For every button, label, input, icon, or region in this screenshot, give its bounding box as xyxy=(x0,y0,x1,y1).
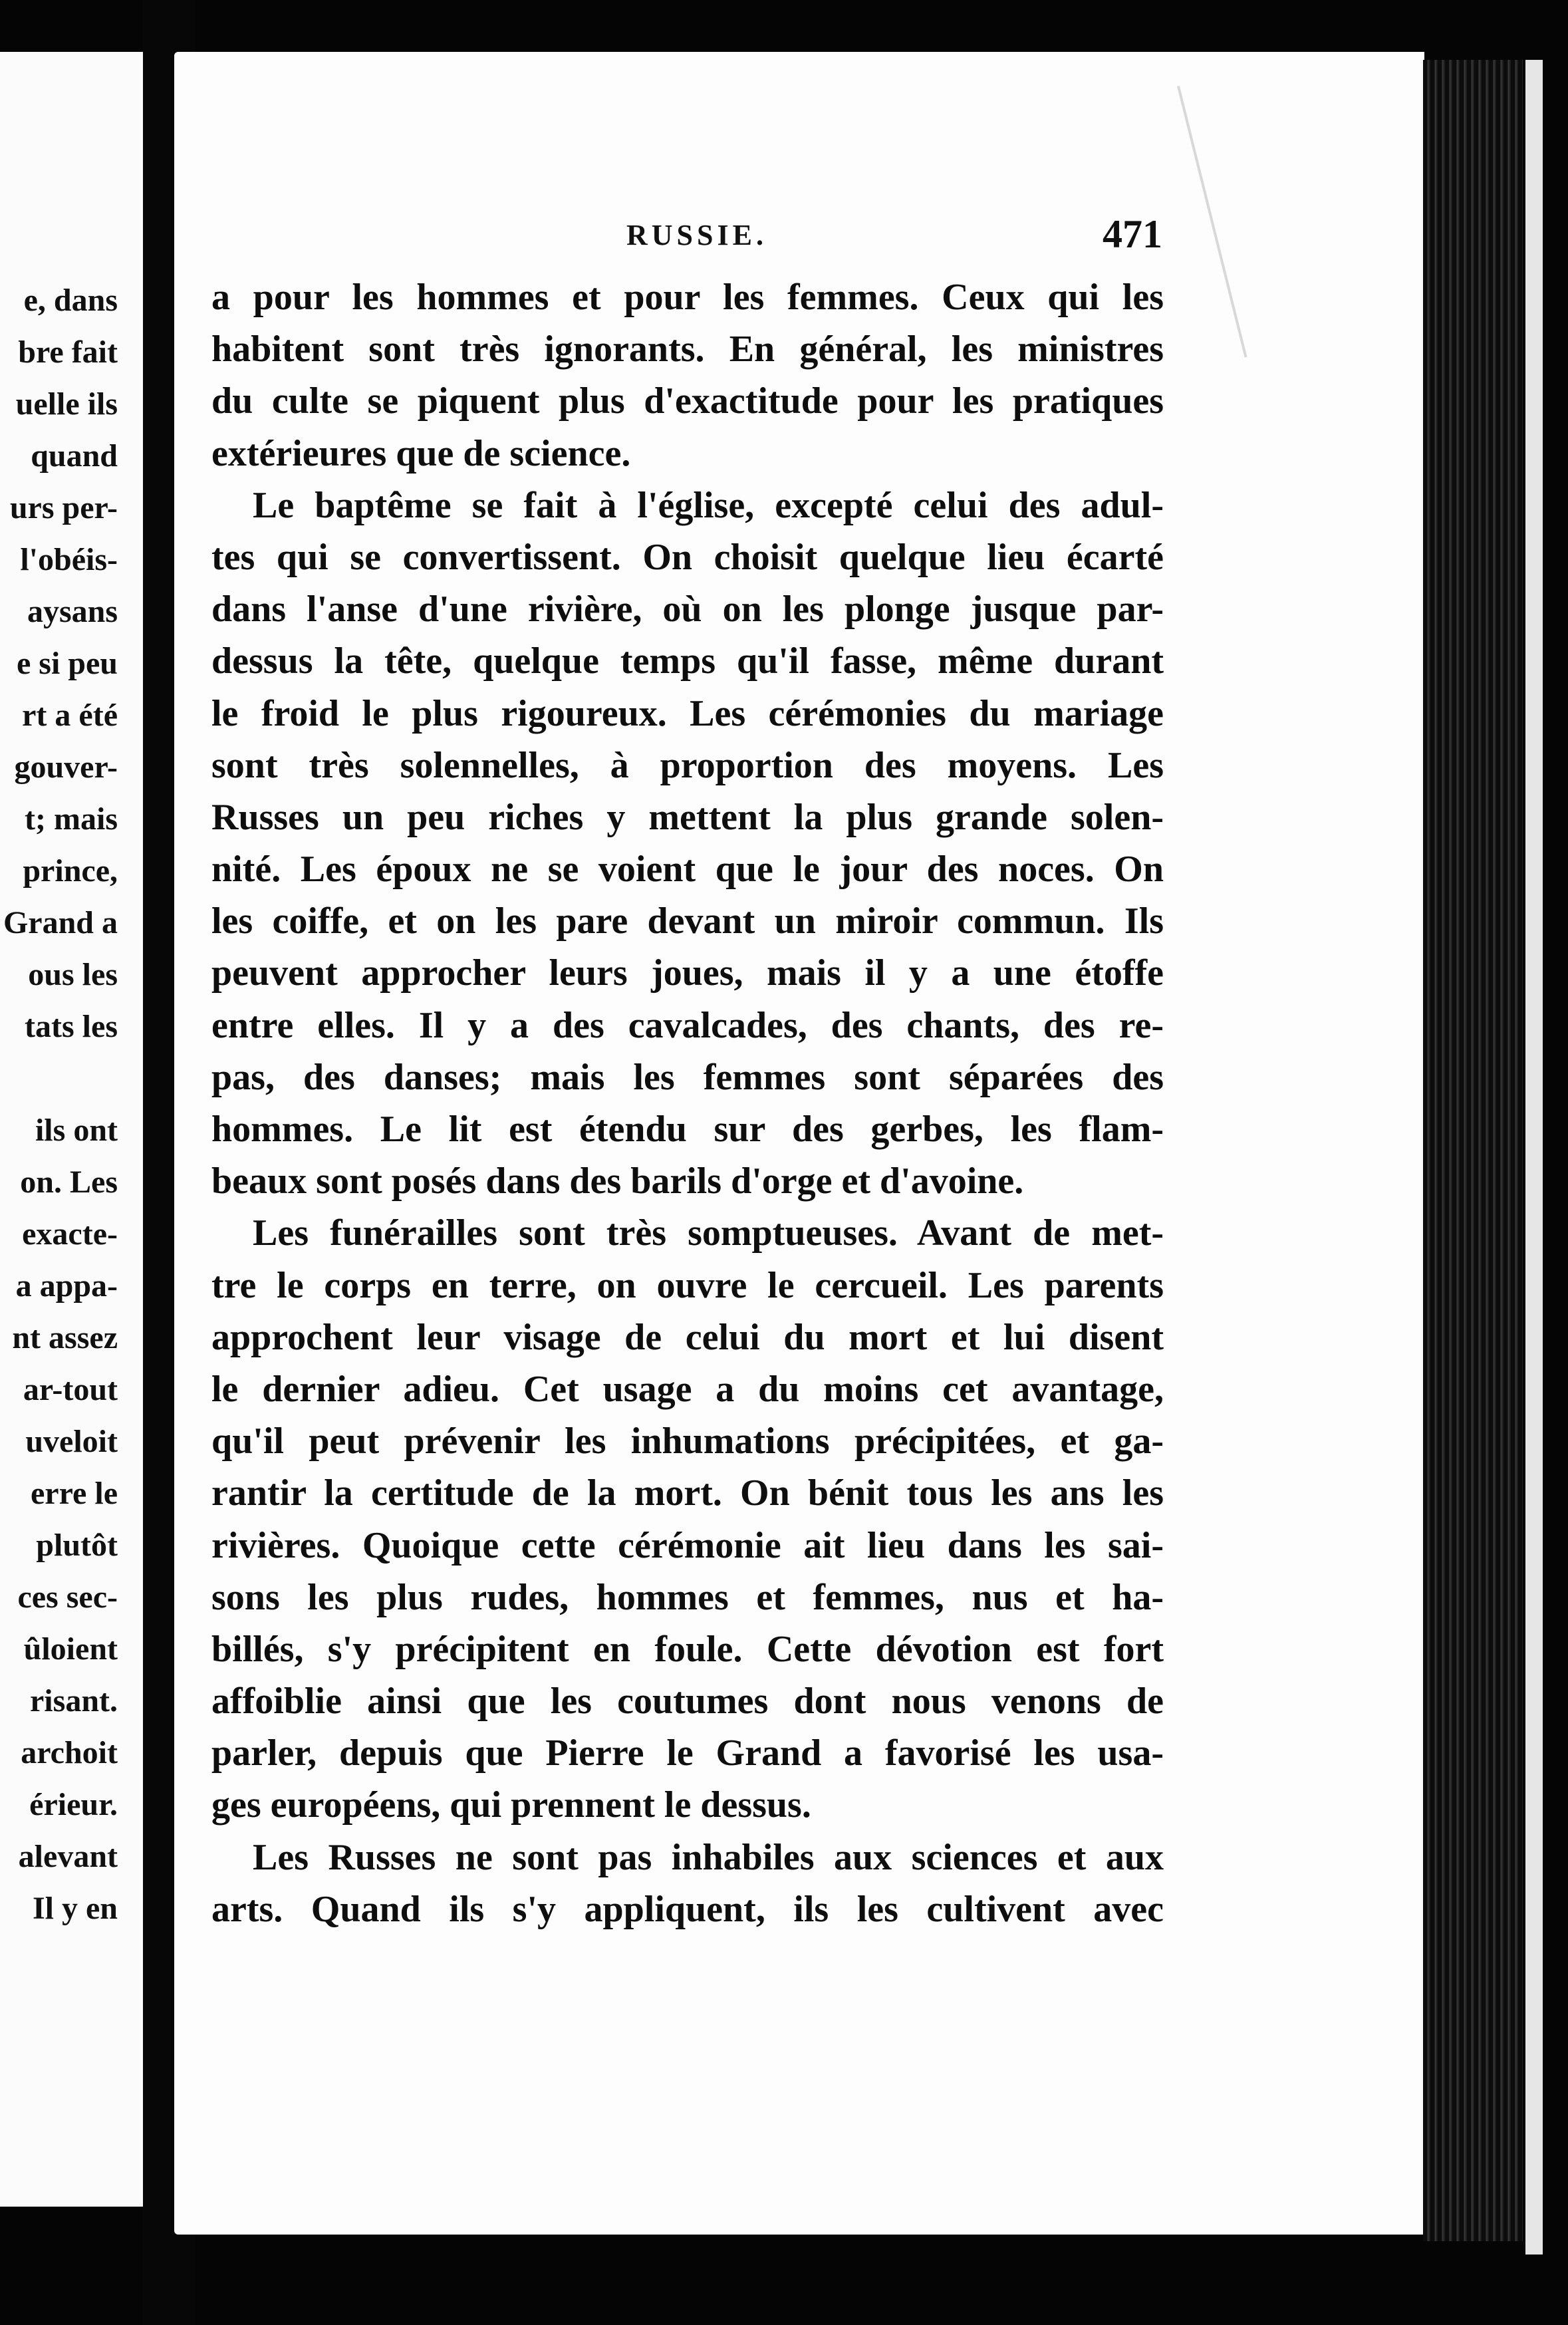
text-line: du culte se piquent plus d'exactitude pour les pratiques xyxy=(211,380,1164,422)
text-line: affoiblie ainsi que les coutumes dont nous venons de xyxy=(211,1681,1164,1722)
previous-page-line: prince, xyxy=(23,853,118,889)
text-line: les coiffe, et on les pare devant un miroir commun. Ils xyxy=(211,900,1164,942)
text-line: arts. Quand ils s'y appliquent, ils les cultivent avec xyxy=(211,1888,1164,1930)
text-line: Russes un peu riches y mettent la plus grande solen- xyxy=(211,796,1164,838)
previous-page-line: ces sec- xyxy=(17,1579,118,1615)
text-line: sons les plus rudes, hommes et femmes, nus et ha- xyxy=(211,1576,1164,1618)
text-line: sont très solennelles, à proportion des moyens. Les xyxy=(211,744,1164,786)
previous-page-line: urs per- xyxy=(9,490,118,525)
text-line: hommes. Le lit est étendu sur des gerbes, les flam- xyxy=(211,1109,1164,1150)
previous-page xyxy=(0,52,143,2207)
text-line: Le baptême se fait à l'église, excepté celui des adul- xyxy=(253,484,1164,526)
text-line: nité. Les époux ne se voient que le jour des noces. On xyxy=(211,849,1164,890)
previous-page-line: a appa- xyxy=(15,1268,118,1303)
page-edges xyxy=(1423,60,1523,2241)
previous-page-line: erre le xyxy=(31,1476,118,1511)
text-line: entre elles. Il y a des cavalcades, des chants, des re- xyxy=(211,1004,1164,1046)
page-edge-strip xyxy=(1525,60,1543,2255)
previous-page-line: gouver- xyxy=(14,750,118,785)
text-line: dessus la tête, quelque temps qu'il fasse, même durant xyxy=(211,640,1164,682)
previous-page-line: exacte- xyxy=(22,1216,118,1252)
previous-page-line: plutôt xyxy=(36,1528,118,1563)
previous-page-line: uelle ils xyxy=(15,386,118,422)
previous-page-line: quand xyxy=(31,438,118,474)
previous-page-line: e, dans xyxy=(23,283,118,318)
previous-page-line: Il y en xyxy=(32,1891,118,1926)
text-line: qu'il peut prévenir les inhumations précipitées, et ga- xyxy=(211,1421,1164,1462)
previous-page-line: risant. xyxy=(30,1683,118,1718)
text-line: extérieures que de science. xyxy=(211,432,631,474)
page-number: 471 xyxy=(1103,212,1162,256)
text-line: beaux sont posés dans des barils d'orge et d'avoine. xyxy=(211,1161,1024,1202)
text-line: billés, s'y précipitent en foule. Cette dévotion est fort xyxy=(211,1628,1164,1670)
previous-page-line: Grand a xyxy=(3,905,118,940)
text-line: habitent sont très ignorants. En général, les ministres xyxy=(211,329,1164,370)
body-text xyxy=(211,271,1164,1935)
previous-page-line: aysans xyxy=(27,594,118,629)
previous-page-line: archoit xyxy=(21,1735,118,1770)
running-title: RUSSIE. xyxy=(626,219,767,251)
text-line: dans l'anse d'une rivière, où on les plonge jusque par- xyxy=(211,589,1164,630)
previous-page-line: t; mais xyxy=(25,801,118,837)
text-line: rantir la certitude de la mort. On bénit tous les ans les xyxy=(211,1472,1164,1514)
previous-page-line: tats les xyxy=(25,1009,118,1044)
text-line: parler, depuis que Pierre le Grand a favorisé les usa- xyxy=(211,1732,1164,1774)
previous-page-line: bre fait xyxy=(18,335,118,370)
text-line: ges européens, qui prennent le dessus. xyxy=(211,1784,811,1826)
text-line: le dernier adieu. Cet usage a du moins cet avantage, xyxy=(211,1368,1164,1410)
text-line: tes qui se convertissent. On choisit quelque lieu écarté xyxy=(211,536,1164,578)
previous-page-line: nt assez xyxy=(12,1320,118,1355)
previous-page-line: alevant xyxy=(18,1839,118,1874)
previous-page-line: uveloit xyxy=(25,1424,118,1459)
previous-page-line: ar-tout xyxy=(23,1372,118,1407)
text-line: Les funérailles sont très somptueuses. Avant de met- xyxy=(253,1212,1164,1254)
previous-page-line: l'obéis- xyxy=(20,542,118,577)
previous-page-line: ous les xyxy=(28,957,118,992)
previous-page-line: on. Les xyxy=(20,1164,118,1200)
previous-page-line: ûloient xyxy=(23,1631,118,1667)
text-line: pas, des danses; mais les femmes sont séparées des xyxy=(211,1056,1164,1098)
text-line: rivières. Quoique cette cérémonie ait lieu dans les sai- xyxy=(211,1524,1164,1566)
text-line: a pour les hommes et pour les femmes. Ceux qui les xyxy=(211,277,1164,318)
text-line: approchent leur visage de celui du mort et lui disent xyxy=(211,1316,1164,1358)
text-line: le froid le plus rigoureux. Les cérémonies du mariage xyxy=(211,692,1164,734)
text-line: Les Russes ne sont pas inhabiles aux sciences et aux xyxy=(253,1836,1164,1878)
previous-page-line: rt a été xyxy=(22,698,118,733)
text-line: tre le corps en terre, on ouvre le cercueil. Les parents xyxy=(211,1264,1164,1306)
previous-page-line: e si peu xyxy=(16,646,118,681)
previous-page-line: ils ont xyxy=(35,1113,118,1148)
text-line: peuvent approcher leurs joues, mais il y a une étoffe xyxy=(211,952,1164,994)
previous-page-line: érieur. xyxy=(29,1787,118,1822)
